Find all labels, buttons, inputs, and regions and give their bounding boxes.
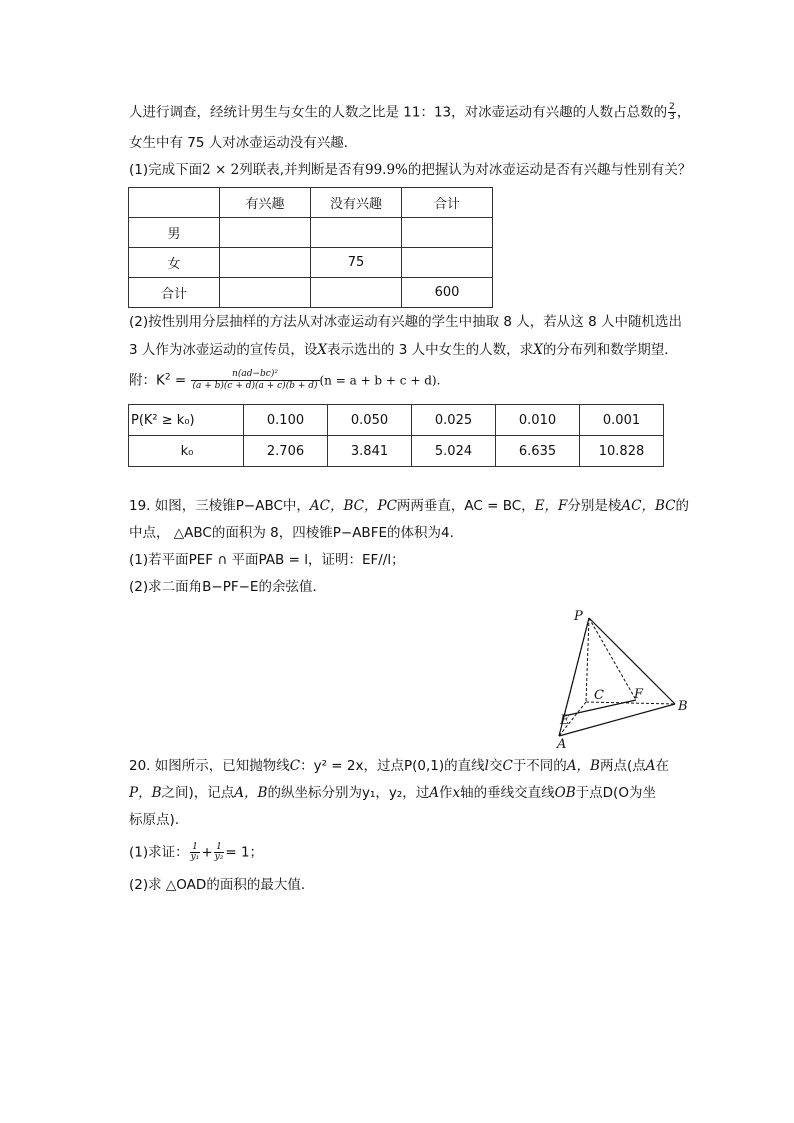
p20-text: 两点(点 bbox=[599, 758, 646, 774]
question-2-line-2 bbox=[129, 341, 678, 359]
problem-19-line-1 bbox=[129, 497, 689, 515]
appendix-exponent: 2 bbox=[164, 372, 171, 383]
problem-20-sub-2: (2)求 △OAD的面积的最大值． bbox=[129, 877, 315, 893]
table-row-label: P(K² ≥ k₀) bbox=[129, 405, 244, 436]
table-cell: 男 bbox=[129, 218, 220, 248]
p20-var: A，B bbox=[234, 785, 268, 801]
fraction-denominator: 3 bbox=[669, 112, 675, 122]
problem-20-sub-1 bbox=[129, 843, 263, 862]
p20-text: 作 bbox=[439, 785, 453, 801]
intro-line-1 bbox=[129, 103, 690, 122]
table-cell: 6.635 bbox=[496, 436, 580, 467]
p20-text: 的纵坐标分别为y₁，y₂，过 bbox=[267, 785, 430, 801]
table-row bbox=[129, 248, 493, 278]
edge-pc bbox=[586, 618, 589, 702]
appendix-equals: = bbox=[170, 372, 191, 389]
q2-var-x: X bbox=[533, 342, 543, 358]
table-header-cell: 合计 bbox=[402, 188, 493, 218]
p20-text: 之间)，记点 bbox=[161, 785, 235, 801]
p20-text: 于点D(O为坐 bbox=[575, 785, 656, 801]
table-cell: 10.828 bbox=[580, 436, 664, 467]
fraction-denominator: y₂ bbox=[214, 852, 224, 862]
fraction-one-over-y2 bbox=[214, 843, 225, 862]
table-cell: 0.001 bbox=[580, 405, 664, 436]
p20-text: 20. 如图所示，已知抛物线 bbox=[129, 758, 290, 774]
pyramid-figure bbox=[548, 600, 698, 750]
fraction-numerator: 1 bbox=[214, 843, 225, 853]
p19-vars: E，F bbox=[534, 498, 568, 514]
table-cell: 0.050 bbox=[328, 405, 412, 436]
p20-sub1-label: (1)求证： bbox=[129, 844, 189, 861]
p20-var: x bbox=[452, 785, 461, 801]
table-cell bbox=[220, 248, 311, 278]
p20-var: A bbox=[429, 785, 440, 801]
question-2-line-1: (2)按性别用分层抽样的方法从对冰壶运动有兴趣的学生中抽取 8 人，若从这 8 人中随机选出 bbox=[129, 314, 682, 330]
p20-var: l bbox=[484, 758, 489, 774]
vertex-label-f: F bbox=[634, 687, 644, 702]
p20-var: OB bbox=[554, 785, 576, 801]
problem-20-line-2 bbox=[129, 784, 656, 802]
q2-text-b: 表示选出的 3 人中女生的人数，求 bbox=[327, 342, 534, 358]
q2-var-x: X bbox=[317, 342, 328, 358]
p20-text: 于不同的 bbox=[512, 758, 567, 774]
p19-text: 两两垂直，AC = BC， bbox=[396, 498, 535, 514]
vertex-label-b: B bbox=[678, 699, 688, 714]
appendix-formula bbox=[129, 369, 440, 392]
q1-percent: 99.9% bbox=[365, 162, 408, 178]
p20-var: P，B bbox=[129, 785, 162, 801]
contingency-table bbox=[128, 187, 493, 308]
p20-text: 轴的垂线交直线 bbox=[460, 785, 555, 801]
q1-prefix: (1)完成下面 bbox=[129, 162, 203, 178]
table-header-cell: 有兴趣 bbox=[220, 188, 311, 218]
table-cell: 0.025 bbox=[412, 405, 496, 436]
table-cell: 2.706 bbox=[244, 436, 328, 467]
edge-ab bbox=[559, 704, 675, 736]
table-row bbox=[129, 405, 664, 436]
p19-text: 的 bbox=[675, 498, 690, 514]
plus-sign: + bbox=[201, 844, 213, 861]
vertex-label-c: C bbox=[594, 688, 604, 703]
problem-20-line-1 bbox=[129, 757, 669, 775]
problem-20-line-3: 标原点). bbox=[129, 812, 180, 828]
fraction-denominator: y₁ bbox=[190, 852, 200, 862]
table-cell bbox=[402, 248, 493, 278]
fraction-denominator: (a + b)(c + d)(a + c)(b + d) bbox=[192, 381, 318, 391]
table-cell bbox=[311, 218, 402, 248]
p20-sub1-equals: = 1； bbox=[225, 844, 264, 861]
table-cell: 0.100 bbox=[244, 405, 328, 436]
table-header-cell: 没有兴趣 bbox=[311, 188, 402, 218]
problem-19-sub-2: (2)求二面角B−PF−E的余弦值． bbox=[129, 579, 326, 595]
q1-expr: 2 × 2 bbox=[202, 162, 240, 178]
table-cell: 女 bbox=[129, 248, 220, 278]
question-1 bbox=[129, 161, 691, 179]
table-cell bbox=[129, 188, 220, 218]
p20-text: 交 bbox=[488, 758, 503, 774]
intro-suffix: ， bbox=[676, 104, 691, 121]
table-cell: 75 bbox=[311, 248, 402, 278]
p20-var: A bbox=[645, 758, 656, 774]
table-cell bbox=[311, 278, 402, 308]
p19-text: 19. 如图，三棱锥P−ABC中， bbox=[129, 498, 310, 514]
q2-text-c: 的分布列和数学期望． bbox=[542, 342, 678, 358]
appendix-label: 附：K bbox=[129, 372, 165, 389]
table-cell: 5.024 bbox=[412, 436, 496, 467]
p19-vars: AC，BC，PC bbox=[309, 498, 397, 514]
intro-text: 人进行调查，经统计男生与女生的人数之比是 11：13，对冰壶运动有兴趣的人数占总数的 bbox=[129, 104, 668, 121]
q1-mid: 列联表,并判断是否有 bbox=[239, 162, 365, 178]
table-cell: 600 bbox=[402, 278, 493, 308]
p19-text: 分别是棱 bbox=[567, 498, 622, 514]
chi-square-fraction bbox=[191, 369, 320, 392]
table-header-row bbox=[129, 188, 493, 218]
q1-suffix: 的把握认为对冰壶运动是否有兴趣与性别有关？ bbox=[407, 162, 692, 178]
problem-19-sub-1: (1)若平面PEF ∩ 平面PAB = l，证明：EF//l； bbox=[129, 552, 405, 568]
table-row bbox=[129, 278, 493, 308]
p20-text: 在 bbox=[655, 758, 670, 774]
p20-var: A，B bbox=[566, 758, 600, 774]
vertex-label-p: P bbox=[574, 609, 583, 624]
edge-pe bbox=[564, 618, 589, 716]
table-row bbox=[129, 218, 493, 248]
p20-var: C bbox=[289, 758, 301, 774]
vertex-label-e: E bbox=[560, 713, 570, 728]
p20-var: C bbox=[502, 758, 513, 774]
table-cell: 合计 bbox=[129, 278, 220, 308]
problem-19-line-2: 中点， △ABC的面积为 8，四棱锥P−ABFE的体积为4. bbox=[129, 525, 454, 541]
table-cell bbox=[402, 218, 493, 248]
table-row bbox=[129, 436, 664, 467]
p20-text: ：y² = 2x，过点P(0,1)的直线 bbox=[300, 758, 485, 774]
q2-text-a: 3 人作为冰壶运动的宣传员，设 bbox=[129, 342, 318, 358]
table-cell bbox=[220, 278, 311, 308]
appendix-tail: (n = a + b + c + d). bbox=[319, 373, 441, 388]
fraction-two-thirds bbox=[668, 103, 676, 122]
table-cell bbox=[220, 218, 311, 248]
fraction-numerator: n(ad−bc)² bbox=[191, 369, 320, 381]
critical-value-table bbox=[128, 404, 664, 467]
fraction-numerator: 1 bbox=[190, 843, 201, 853]
table-cell: 3.841 bbox=[328, 436, 412, 467]
table-cell: 0.010 bbox=[496, 405, 580, 436]
fraction-one-over-y1 bbox=[190, 843, 201, 862]
p19-vars: AC，BC bbox=[621, 498, 676, 514]
table-row-label: k₀ bbox=[129, 436, 244, 467]
fraction-numerator: 2 bbox=[669, 102, 675, 112]
vertex-label-a: A bbox=[557, 737, 567, 750]
intro-line-2: 女生中有 75 人对冰壶运动没有兴趣． bbox=[129, 135, 358, 151]
